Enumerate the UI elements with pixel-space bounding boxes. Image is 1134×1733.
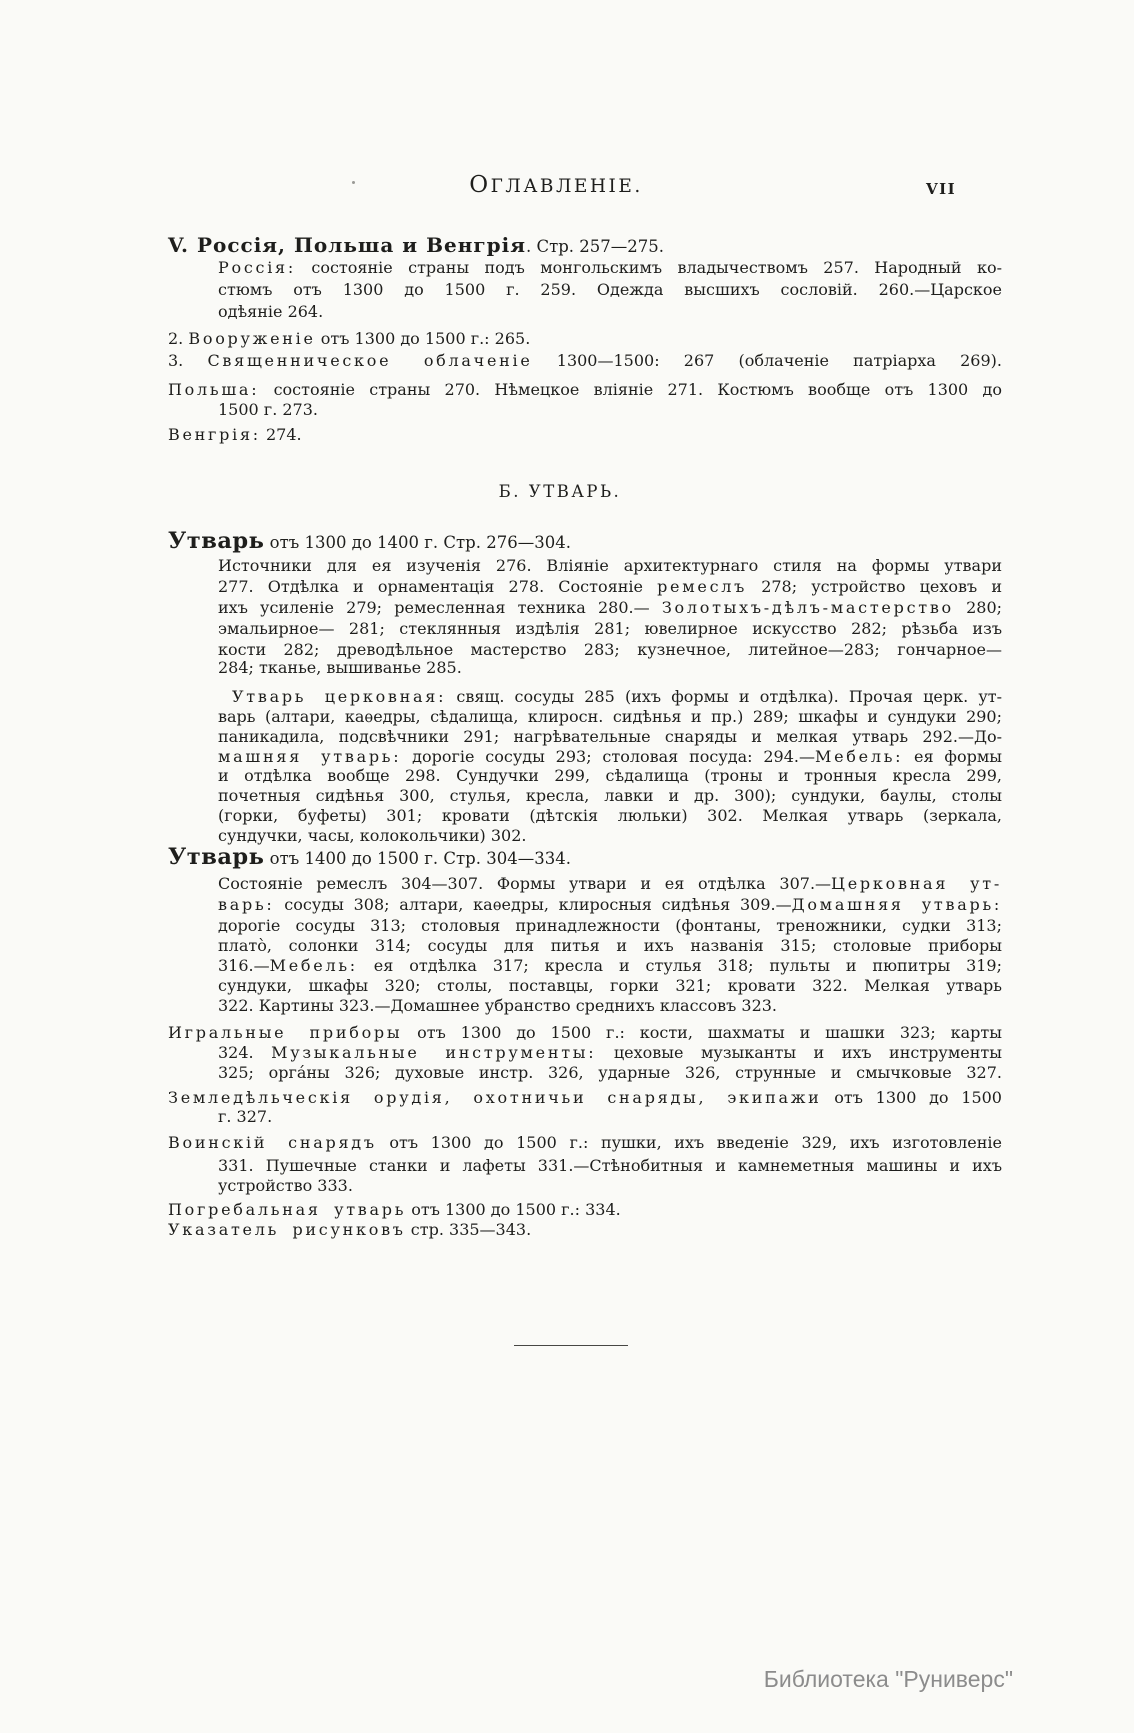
toc-line-39: [168, 1134, 1002, 1152]
toc-line-3: [218, 281, 1002, 299]
text-segment: Погребальная утварь: [168, 1200, 407, 1219]
text-segment: платò, солонки 314; сосуды для питья и ихъ названія 315; столовые приборы: [218, 936, 1002, 955]
text-segment: отъ 1300 до 1500 г.: пушки, ихъ введеніе 329, ихъ изготовленіе: [376, 1133, 1002, 1152]
text-segment: Вооруженіе: [188, 329, 316, 348]
toc-line-38: [218, 1108, 1002, 1126]
text-segment: Церковная ут-: [831, 874, 1002, 893]
text-segment: ихъ усиленіе 279; ремесленная техника 280.—: [218, 598, 662, 617]
text-segment: Источники для ея изученія 276. Вліяніе архитектурнаго стиля на формы утвари: [218, 556, 1002, 575]
toc-line-14: [218, 599, 1002, 617]
text-segment: Утварь: [168, 844, 265, 870]
text-segment: 280;: [953, 598, 1003, 617]
text-segment: одѣяніе 264.: [218, 302, 324, 321]
text-segment: 278; устройство цеховъ и: [747, 577, 1002, 596]
text-segment: сосуды 308; алтари, каѳедры, клиросныя сидѣнья 309.—: [274, 895, 792, 914]
toc-line-18: [232, 688, 1002, 706]
text-segment: и отдѣлка вообще 298. Сундучки 299, сѣдалища (троны и тронныя кресла 299,: [218, 766, 1002, 785]
text-segment: кости 282; древодѣльное мастерство 283; кузнечное, литейное—283; гончарное—: [218, 640, 1002, 659]
text-segment: состояніе страны подъ монгольскимъ владычествомъ 257. Народный ко-: [295, 258, 1002, 277]
toc-line-24: [218, 807, 1002, 825]
toc-line-15: [218, 620, 1002, 638]
text-segment: Священническое облаченіе: [207, 351, 533, 370]
text-segment: 322. Картины 323.—Домашнее убранство среднихъ классовъ 323.: [218, 996, 778, 1015]
toc-line-11: [168, 529, 1002, 554]
text-segment: Указатель рисунковъ: [168, 1220, 406, 1239]
text-segment: V.: [168, 233, 197, 257]
text-segment: . Стр. 257—275.: [525, 237, 665, 256]
toc-line-33: [218, 997, 1002, 1015]
toc-line-20: [218, 728, 1002, 746]
toc-line-9: [168, 426, 1002, 444]
text-segment: Б. УТВАРЬ.: [498, 482, 622, 501]
toc-line-5: [168, 330, 1002, 348]
text-segment: Польша:: [168, 380, 260, 399]
toc-line-31: [218, 957, 1002, 975]
text-segment: машняя утварь:: [218, 747, 402, 766]
text-segment: цеховые музыканты и ихъ инструменты: [596, 1043, 1003, 1062]
toc-line-22: [218, 767, 1002, 785]
text-segment: Утварь церковная:: [232, 687, 447, 706]
toc-line-16: [218, 641, 1002, 659]
text-segment: Музыкальные инструменты:: [271, 1043, 597, 1062]
page-number: VII: [926, 180, 957, 198]
text-segment: отъ 1300 до 1500 г.: 334.: [406, 1200, 621, 1219]
text-segment: Золотыхъ-дѣлъ-мастерство: [661, 598, 954, 617]
text-segment: отъ 1300 до 1500: [821, 1088, 1002, 1107]
toc-line-42: [168, 1201, 1002, 1219]
toc-line-23: [218, 787, 1002, 805]
text-segment: 2.: [168, 329, 189, 348]
text-segment: эмальирное— 281; стеклянныя издѣлія 281; ювелирное искусство 282; рѣзьба изъ: [218, 619, 1002, 638]
toc-line-40: [218, 1157, 1002, 1175]
text-segment: Россія, Польша и Венгрія: [196, 233, 526, 257]
text-segment: Игральные приборы: [168, 1023, 403, 1042]
scan-speck: [352, 181, 355, 184]
text-segment: сундуки, шкафы 320; столы, поставцы, горки 321; кровати 322. Мелкая утварь: [218, 976, 1002, 995]
text-segment: ремеслъ: [657, 577, 748, 596]
toc-line-17: [218, 659, 1002, 677]
toc-line-25: [218, 827, 1002, 845]
text-segment: варь:: [218, 895, 275, 914]
text-segment: 324.: [218, 1043, 272, 1062]
toc-line-1: [168, 234, 1002, 256]
text-segment: г. 327.: [218, 1107, 273, 1126]
toc-line-27: [218, 875, 1002, 893]
text-segment: отъ 1300 до 1400 г. Стр. 276—304.: [264, 533, 571, 552]
toc-line-8: [218, 401, 1002, 419]
text-segment: сундучки, часы, колокольчики) 302.: [218, 826, 527, 845]
toc-line-30: [218, 937, 1002, 955]
text-segment: состояніе страны 270. Нѣмецкое вліяніе 271. Костюмъ вообще отъ 1300 до: [259, 380, 1002, 399]
text-segment: ея формы: [903, 747, 1003, 766]
toc-line-7: [168, 381, 1002, 399]
text-segment: Домашняя утварь:: [791, 895, 1002, 914]
text-segment: Венгрія:: [168, 425, 261, 444]
text-segment: Воинскій снарядъ: [168, 1133, 377, 1152]
page-title: ОГЛАВЛЕНІЕ.: [469, 172, 643, 198]
text-segment: свящ. сосуды 285 (ихъ формы и отдѣлка). Прочая церк. ут-: [446, 687, 1002, 706]
text-segment: стр. 335—343.: [405, 1220, 532, 1239]
toc-line-37: [168, 1089, 1002, 1107]
text-segment: Мебель:: [269, 956, 358, 975]
toc-line-21: [218, 748, 1002, 766]
text-segment: 325; орга́ны 326; духовые инстр. 326, ударные 326, струнные и смычковые 327.: [218, 1063, 1002, 1082]
toc-line-32: [218, 977, 1002, 995]
text-segment: Россія:: [218, 258, 296, 277]
toc-line-10: [214, 483, 906, 501]
text-segment: варь (алтари, каѳедры, сѣдалища, клиросн. сидѣнья и пр.) 289; шкафы и сундуки 290;: [218, 707, 1002, 726]
toc-line-29: [218, 917, 1002, 935]
text-segment: отъ 1400 до 1500 г. Стр. 304—334.: [264, 849, 571, 868]
text-segment: (горки, буфеты) 301; кровати (дѣтскія люльки) 302. Мелкая утварь (зеркала,: [218, 806, 1002, 825]
toc-line-6: [168, 352, 1002, 370]
toc-line-12: [218, 557, 1002, 575]
toc-line-43: [168, 1221, 1002, 1239]
toc-line-36: [218, 1064, 1002, 1082]
text-segment: 1500 г. 273.: [218, 400, 318, 419]
toc-line-13: [218, 578, 1002, 596]
toc-line-28: [218, 896, 1002, 914]
text-segment: Утварь: [168, 528, 265, 554]
text-segment: 331. Пушечные станки и лафеты 331.—Стѣнобитныя и камнеметныя машины и ихъ: [218, 1156, 1002, 1175]
text-segment: устройство 333.: [218, 1176, 353, 1195]
text-segment: паникадила, подсвѣчники 291; нагрѣвательные снаряды и мелкая утварь 292.—До-: [218, 727, 1002, 746]
text-segment: стюмъ отъ 1300 до 1500 г. 259. Одежда высшихъ сословій. 260.—Царское: [218, 280, 1002, 299]
text-segment: ея отдѣлка 317; кресла и стулья 318; пульты и пюпитры 319;: [357, 956, 1002, 975]
text-segment: Земледѣльческія орудія, охотничьи снаряды, экипажи: [168, 1088, 822, 1107]
toc-line-19: [218, 708, 1002, 726]
text-segment: 277. Отдѣлка и орнаментація 278. Состояніе: [218, 577, 658, 596]
toc-line-34: [168, 1024, 1002, 1042]
text-segment: отъ 1300 до 1500 г.: 265.: [315, 329, 531, 348]
text-segment: Состояніе ремеслъ 304—307. Формы утвари и ея отдѣлка 307.—: [218, 874, 832, 893]
text-segment: дорогіе сосуды 313; столовыя принадлежности (фонтаны, треножники, судки 313;: [218, 916, 1002, 935]
text-segment: 1300—1500: 267 (облаченіе патріарха 269).: [532, 351, 1002, 370]
text-segment: 284; тканье, вышиванье 285.: [218, 658, 462, 677]
text-segment: 274.: [260, 425, 302, 444]
section-divider: [514, 1345, 628, 1346]
toc-line-41: [218, 1177, 1002, 1195]
text-segment: отъ 1300 до 1500 г.: кости, шахматы и шашки 323; карты: [402, 1023, 1002, 1042]
toc-line-4: [218, 303, 1002, 321]
library-watermark: Библиотека "Руниверс": [763, 1666, 1013, 1692]
toc-line-2: [218, 259, 1002, 277]
text-segment: Мебель:: [814, 747, 904, 766]
text-segment: дорогіе сосуды 293; столовая посуда: 294.—: [401, 747, 815, 766]
text-segment: 316.—: [218, 956, 270, 975]
toc-line-26: [168, 845, 1002, 870]
text-segment: почетныя сидѣнья 300, стулья, кресла, лавки и др. 300); сундуки, баулы, столы: [218, 786, 1002, 805]
text-segment: 3.: [168, 351, 208, 370]
toc-line-35: [218, 1044, 1002, 1062]
